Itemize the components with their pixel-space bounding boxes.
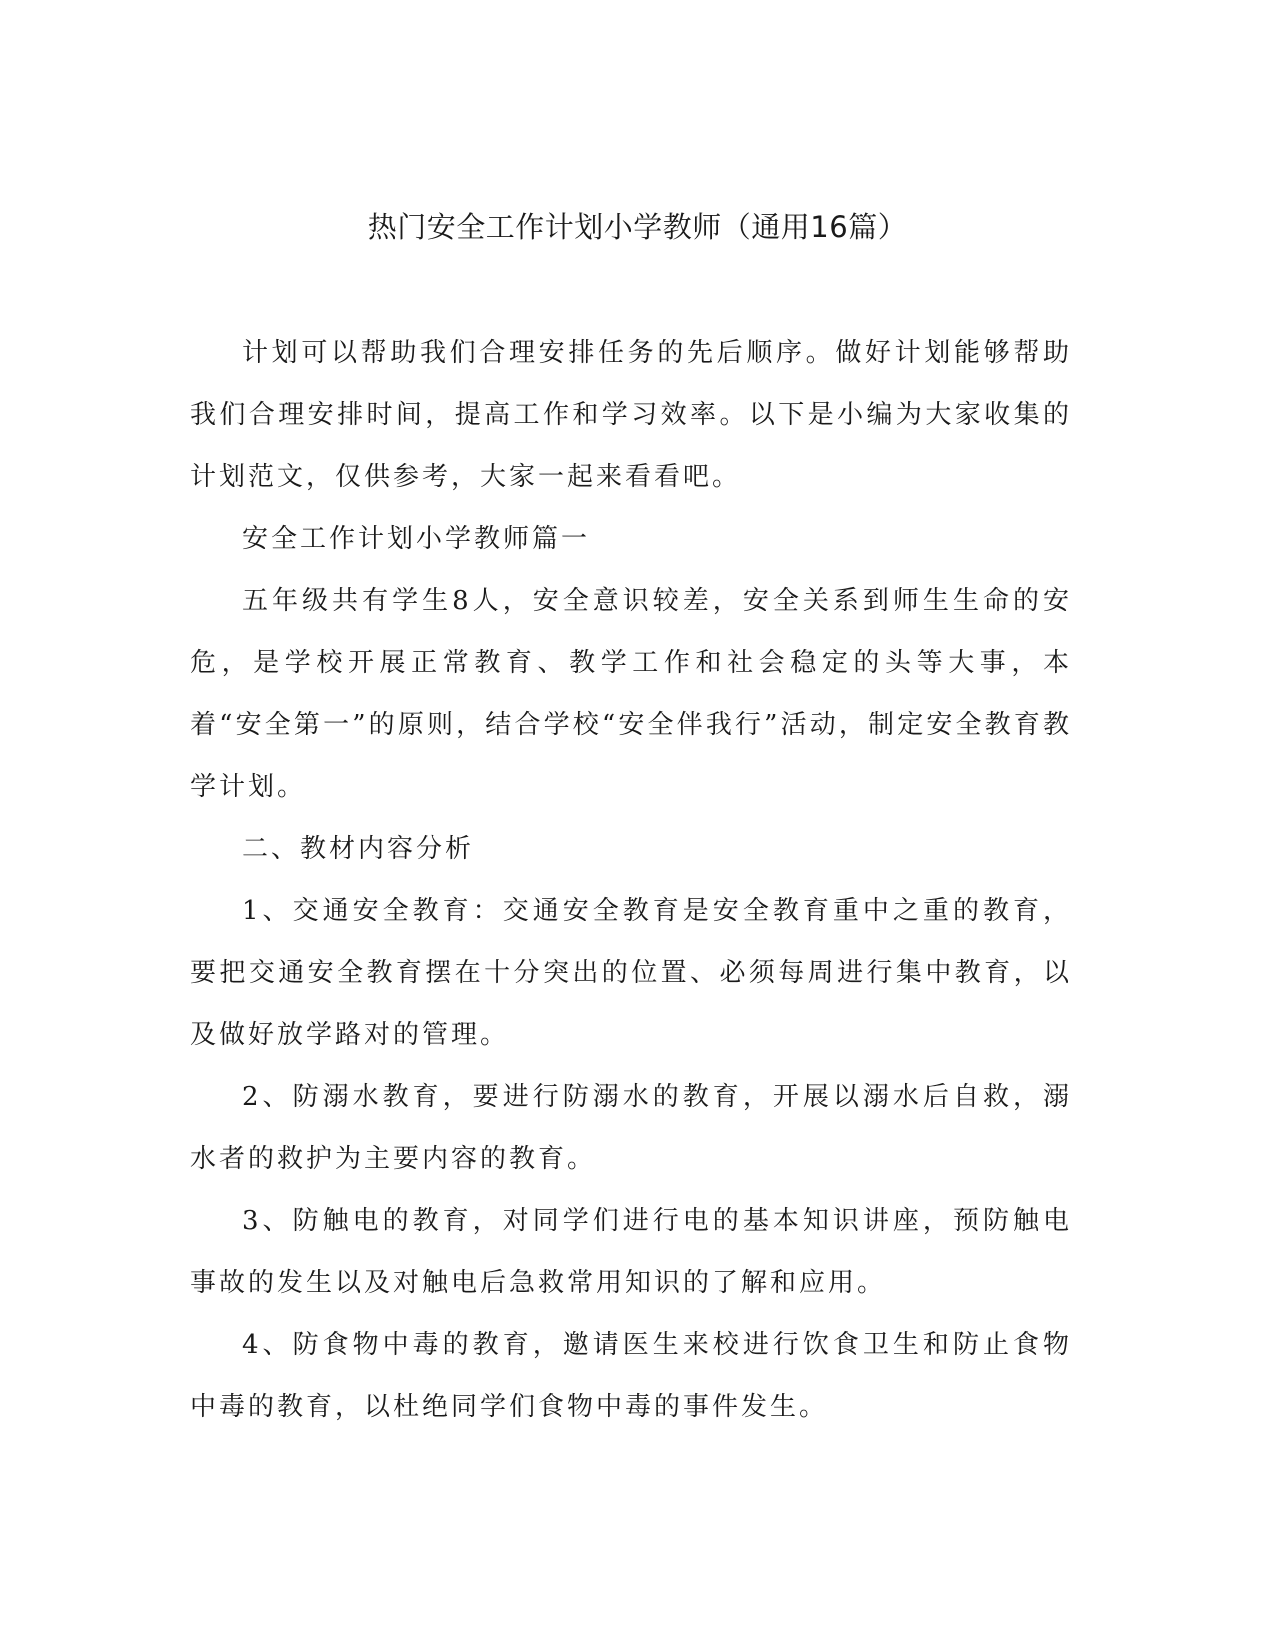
list-item: 2、防溺水教育，要进行防溺水的教育，开展以溺水后自救，溺水者的救护为主要内容的教育。	[190, 1082, 1072, 1174]
list-item: 1、交通安全教育：交通安全教育是安全教育重中之重的教育，要把交通安全教育摆在十分突出的位置、必须每周进行集中教育，以及做好放学路对的管理。	[190, 896, 1072, 1050]
list-item: 4、防食物中毒的教育，邀请医生来校进行饮食卫生和防止食物中毒的教育，以杜绝同学们食物中毒的事件发生。	[190, 1330, 1072, 1422]
section-heading: 安全工作计划小学教师篇一	[242, 524, 591, 554]
section-heading: 二、教材内容分析	[242, 834, 475, 864]
document-body	[190, 322, 1072, 1438]
list-item: 3、防触电的教育，对同学们进行电的基本知识讲座，预防触电事故的发生以及对触电后急救常用知识的了解和应用。	[190, 1206, 1072, 1298]
intro-paragraph: 计划可以帮助我们合理安排任务的先后顺序。做好计划能够帮助我们合理安排时间，提高工作和学习效率。以下是小编为大家收集的计划范文，仅供参考，大家一起来看看吧。	[190, 338, 1072, 492]
document-title: 热门安全工作计划小学教师（通用16篇）	[367, 210, 908, 244]
body-paragraph: 五年级共有学生8人，安全意识较差，安全关系到师生生命的安危，是学校开展正常教育、教学工作和社会稳定的头等大事，本着“安全第一”的原则，结合学校“安全伴我行”活动，制定安全教育教学计划。	[190, 586, 1072, 802]
